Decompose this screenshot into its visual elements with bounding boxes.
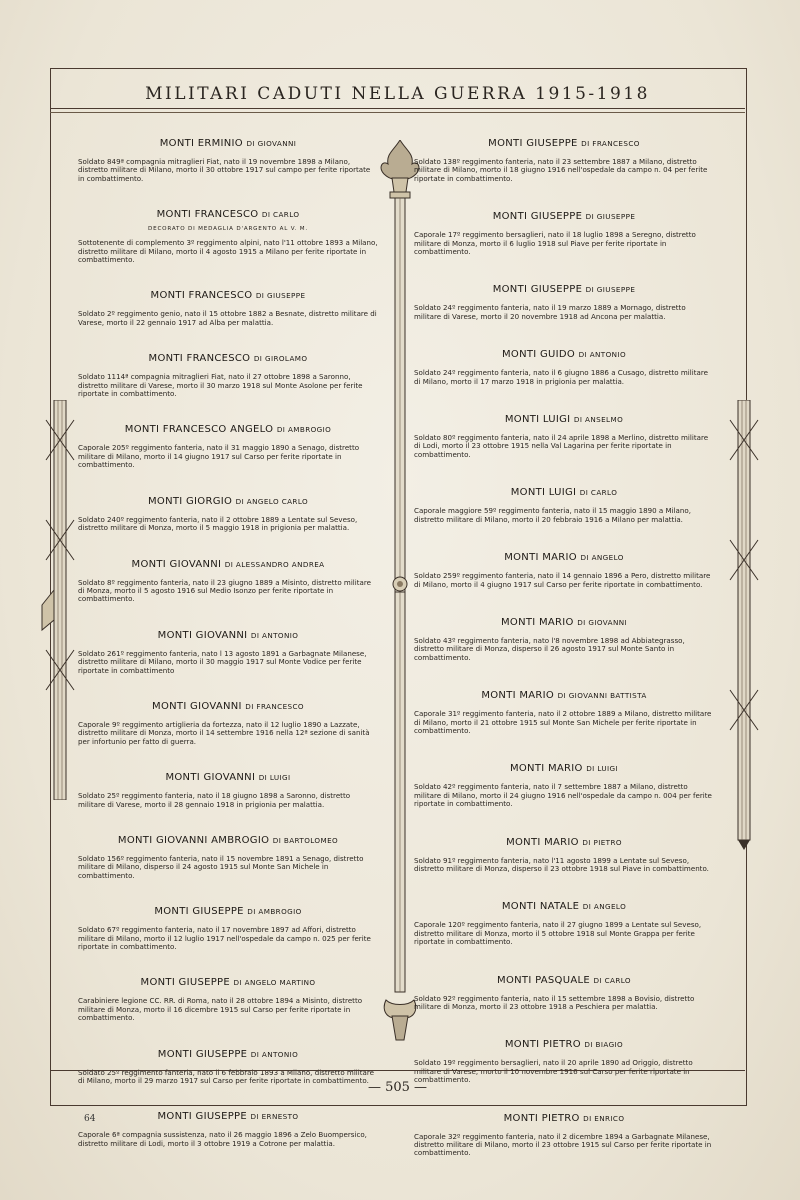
casualty-biography: Soldato 24º reggimento fanteria, nato il 19 marzo 1889 a Mornago, distretto militare di Varese, morto il 20 novembre 1918 ad Ancona per malattia. — [414, 303, 686, 321]
casualty-biography: Caporale 9º reggimento artiglieria da fortezza, nato il 12 luglio 1890 a Lazzate, distretto militare di Monza, morto il 14 settembre 1916 nella 12ª sezione di sanità per infortunio per fatto di guerra. — [78, 719, 370, 746]
casualty-name — [414, 552, 714, 563]
casualty-entry — [414, 1039, 714, 1084]
casualty-father: DI ANTONIO — [250, 630, 299, 640]
casualty-biography: Soldato 1114ª compagnia mitraglieri Fiat, nato il 27 ottobre 1898 a Saronno, distretto militare di Varese, morto il 30 marzo 1918 sul Monte Asolone per ferite riportate in combattimento. — [78, 372, 363, 399]
casualty-entry — [414, 552, 714, 589]
casualty-biography: Soldato 8º reggimento fanteria, nato il 23 giugno 1889 a Misinto, distretto militare di Monza, morto il 5 agosto 1916 sul Medio Isonzo per ferite riportate in combattimento. — [78, 577, 371, 604]
casualty-entry — [78, 977, 378, 1022]
casualty-biography: Soldato 240º reggimento fanteria, nato il 2 ottobre 1889 a Lentate sul Seveso, distretto militare di Monza, morto il 5 maggio 1918 in prigionia per malattia. — [78, 514, 358, 533]
casualty-biography: Caporale 205º reggimento fanteria, nato il 31 maggio 1890 a Senago, distretto militare di Milano, morto il 14 giugno 1917 sul Carso per ferite riportate in combattimento. — [78, 443, 360, 470]
casualty-biography: Caporale 6ª compagnia sussistenza, nato il 26 maggio 1896 a Zelo Buompersico, distretto militare di Lodi, morto il 3 ottobre 1919 a Cotrone per malattia. — [78, 1130, 367, 1148]
casualty-name — [78, 559, 378, 570]
casualty-name — [78, 1111, 378, 1122]
casualty-entry — [78, 701, 378, 746]
casualty-entry — [414, 975, 714, 1012]
casualty-biography: Caporale maggiore 59º reggimento fanteria, nato il 15 maggio 1890 a Milano, distretto militare di Milano, morto il 20 febbraio 1916 a Milano per malattia. — [414, 506, 691, 524]
casualty-biography: Caporale 32º reggimento fanteria, nato il 2 dicembre 1894 a Garbagnate Milanese, distretto militare di Milano, morto il 23 ottobre 1915 sul Carso per ferite riportate in combattimento. — [414, 1131, 712, 1158]
casualty-entry — [78, 424, 378, 469]
casualty-entry — [414, 414, 714, 459]
casualty-surname-given: MONTI FRANCESCO — [150, 290, 253, 302]
casualty-father: DI FRANCESCO — [245, 701, 304, 711]
casualty-surname-given: MONTI GIUSEPPE — [140, 977, 231, 989]
casualty-name — [78, 138, 378, 149]
casualty-biography: Soldato 138º reggimento fanteria, nato il 23 settembre 1887 a Milano, distretto militare di Milano, morto il 18 giugno 1916 nell'ospedale da campo n. 04 per ferite riportate in combattimento. — [414, 157, 708, 183]
running-title: MILITARI CADUTI NELLA GUERRA 1915-1918 — [145, 84, 650, 104]
casualty-entry — [78, 496, 378, 533]
casualty-entry — [78, 209, 378, 264]
casualty-father: DI PIETRO — [582, 837, 622, 847]
casualty-biography: Soldato 156º reggimento fanteria, nato il 15 novembre 1891 a Senago, distretto militare di Milano, disperso il 24 agosto 1915 sul Monte San Michele in combattimento. — [78, 853, 364, 880]
casualty-biography: Soldato 849ª compagnia mitraglieri Fiat, nato il 19 novembre 1898 a Milano, distretto militare di Milano, morto il 30 ottobre 1917 sul campo per ferite riportate in combattimento. — [78, 157, 371, 183]
casualty-entry — [414, 349, 714, 386]
casualty-biography: Soldato 24º reggimento fanteria, nato il 6 giugno 1886 a Cusago, distretto militare di Milano, morto il 17 marzo 1918 in prigionia per malattia. — [414, 368, 708, 386]
casualty-father: DI ANSELMO — [573, 415, 624, 425]
casualty-entry — [414, 211, 714, 256]
casualty-name — [414, 690, 714, 701]
casualty-name — [414, 284, 714, 295]
casualty-name — [78, 906, 378, 917]
casualty-father: DI FRANCESCO — [581, 139, 640, 148]
casualty-surname-given: MONTI ERMINIO — [159, 138, 243, 149]
casualty-entry — [78, 290, 378, 327]
casualty-surname-given: MONTI MARIO — [481, 690, 555, 702]
casualty-entry — [78, 138, 378, 183]
left-fasces-ornament — [40, 400, 80, 800]
casualty-father: DI GIROLAMO — [253, 354, 308, 364]
casualty-father: DI GIOVANNI — [577, 617, 628, 627]
left-column — [78, 138, 378, 1174]
casualty-name — [78, 772, 378, 783]
casualty-surname-given: MONTI MARIO — [506, 836, 579, 848]
casualty-entry — [414, 1113, 714, 1158]
casualty-name — [414, 211, 714, 222]
casualty-name — [78, 290, 378, 301]
casualty-surname-given: MONTI GIUSEPPE — [492, 284, 583, 296]
casualty-father: DI ERNESTO — [250, 1112, 299, 1122]
casualty-biography: Soldato 42º reggimento fanteria, nato il 7 settembre 1887 a Milano, distretto militare di Milano, morto il 24 giugno 1916 nell'ospedale da campo n. 004 per ferite riportate in combattimento. — [414, 782, 712, 809]
casualty-surname-given: MONTI GIOVANNI — [152, 700, 242, 712]
casualty-father: DI CARLO — [261, 210, 300, 220]
casualty-biography: Caporale 17º reggimento bersaglieri, nato il 18 luglio 1898 a Seregno, distretto militare di Monza, morto il 6 luglio 1918 sul Piave per ferite riportate in combattimento. — [414, 230, 696, 257]
casualty-surname-given: MONTI NATALE — [501, 901, 580, 913]
casualty-surname-given: MONTI GIUSEPPE — [488, 138, 578, 149]
header-rule-thin — [50, 112, 745, 113]
casualty-name — [78, 1049, 378, 1060]
casualty-name — [414, 975, 714, 986]
casualty-surname-given: MONTI FRANCESCO — [156, 209, 259, 221]
casualty-biography: Soldato 80º reggimento fanteria, nato il 24 aprile 1898 a Merlino, distretto militare di Lodi, morto il 23 ottobre 1915 nella Val Lagarina per ferite riportate in combattimento. — [414, 433, 709, 459]
casualty-biography: Carabiniere legione CC. RR. di Roma, nato il 28 ottobre 1894 a Misinto, distretto militare di Monza, morto il 16 dicembre 1915 sul Carso per ferite riportate in combattimento. — [78, 996, 363, 1023]
casualty-surname-given: MONTI GIUSEPPE — [492, 211, 583, 223]
casualty-surname-given: MONTI MARIO — [500, 616, 574, 628]
casualty-entry — [414, 901, 714, 946]
casualty-father: DI GIOVANNI BATTISTA — [557, 691, 647, 701]
printer-signature: 64 — [84, 1114, 96, 1124]
casualty-surname-given: MONTI LUIGI — [504, 414, 571, 426]
casualty-name — [78, 977, 378, 988]
casualty-father: DI LUIGI — [258, 773, 291, 783]
casualty-biography: Soldato 259º reggimento fanteria, nato il 14 gennaio 1896 a Pero, distretto militare di Milano, morto il 4 giugno 1917 sul Carso per ferite riportate in combattimento. — [414, 571, 711, 589]
casualty-entry — [78, 835, 378, 880]
casualty-biography: Soldato 25º reggimento fanteria, nato il 18 giugno 1898 a Saronno, distretto militare di Varese, morto il 28 gennaio 1918 in prigionia per malattia. — [78, 791, 351, 809]
casualty-name — [414, 901, 714, 912]
casualty-surname-given: MONTI GIUSEPPE — [154, 906, 244, 918]
casualty-surname-given: MONTI GUIDO — [501, 349, 576, 361]
casualty-father: DI GIOVANNI — [246, 139, 297, 148]
casualty-name — [78, 209, 378, 220]
casualty-father: DI LUIGI — [586, 764, 619, 774]
casualty-entry — [78, 630, 378, 675]
casualty-name — [78, 835, 378, 846]
casualty-father: DI BARTOLOMEO — [272, 835, 339, 845]
page-number: — 505 — — [367, 1080, 428, 1095]
casualty-biography: Soldato 2º reggimento genio, nato il 15 ottobre 1882 a Besnate, distretto militare di Varese, morto il 22 gennaio 1917 ad Alba per malattia. — [78, 309, 377, 327]
casualty-entry — [414, 284, 714, 321]
footer-rule — [50, 1070, 745, 1071]
casualty-father: DI ENRICO — [583, 1113, 625, 1123]
casualty-surname-given: MONTI MARIO — [504, 552, 577, 564]
casualty-father: DI ANGELO CARLO — [235, 496, 309, 506]
casualty-surname-given: MONTI GIOVANNI — [157, 629, 248, 641]
casualty-entry — [414, 138, 714, 183]
casualty-entry — [414, 763, 714, 808]
casualty-name — [414, 763, 714, 774]
casualty-biography: Soldato 43º reggimento fanteria, nato l'8 novembre 1898 ad Abbiategrasso, distretto militare di Monza, disperso il 26 agosto 1917 sul Monte Santo in combattimento. — [414, 635, 685, 662]
casualty-surname-given: MONTI PIETRO — [504, 1039, 581, 1051]
casualty-surname-given: MONTI PASQUALE — [497, 974, 590, 986]
casualty-name — [414, 349, 714, 360]
casualty-name — [414, 138, 714, 149]
casualty-entry — [78, 559, 378, 604]
casualty-surname-given: MONTI FRANCESCO — [148, 353, 251, 365]
casualty-name — [78, 424, 378, 435]
casualty-decoration: DECORATO DI MEDAGLIA D'ARGENTO AL V. M. — [148, 226, 308, 233]
casualty-name — [78, 701, 378, 712]
casualty-father: DI CARLO — [579, 488, 618, 498]
casualty-surname-given: MONTI PIETRO — [503, 1112, 580, 1124]
casualty-father: DI GIUSEPPE — [585, 285, 636, 295]
casualty-father: DI GIUSEPPE — [585, 212, 636, 222]
casualty-father: DI CARLO — [593, 975, 631, 985]
casualty-entry — [414, 617, 714, 662]
casualty-surname-given: MONTI GIOVANNI — [165, 772, 256, 784]
casualty-name — [78, 353, 378, 364]
casualty-father: DI GIUSEPPE — [255, 291, 306, 301]
casualty-surname-given: MONTI GIORGIO — [147, 495, 233, 507]
casualty-name — [78, 630, 378, 641]
casualty-father: DI ANTONIO — [578, 350, 627, 360]
casualty-biography: Soldato 92º reggimento fanteria, nato il 15 settembre 1898 a Bovisio, distretto militare di Monza, morto il 23 ottobre 1918 a Peschiera per malattia. — [414, 993, 695, 1011]
casualty-entry — [78, 1111, 378, 1148]
casualty-name — [414, 1113, 714, 1124]
casualty-biography: Soldato 19º reggimento bersaglieri, nato il 20 aprile 1890 ad Origgio, distretto militare di Varese, morto il 10 novembre 1916 sul Carso per ferite riportate in combattimento. — [414, 1058, 693, 1085]
casualty-biography: Caporale 120º reggimento fanteria, nato il 27 giugno 1899 a Lentate sul Seveso, distretto militare di Monza, morto il 5 ottobre 1918 sul Monte Grappa per ferite riportate in combattimento. — [414, 920, 702, 947]
casualty-surname-given: MONTI MARIO — [509, 763, 583, 775]
casualty-biography: Soldato 25º reggimento fanteria, nato il 6 febbraio 1893 a Milano, distretto militare di Milano, morto il 29 marzo 1917 sul Carso per ferite riportate in combattimento. — [78, 1067, 374, 1086]
casualty-father: DI ALESSANDRO ANDREA — [224, 559, 325, 569]
casualty-surname-given: MONTI LUIGI — [510, 487, 577, 499]
casualty-biography: Soldato 91º reggimento fanteria, nato l'11 agosto 1899 a Lentate sul Seveso, distretto militare di Monza, disperso il 23 ottobre 1918 sul Piave in combattimento. — [414, 855, 709, 873]
casualty-father: DI AMBROGIO — [247, 907, 302, 917]
casualty-name — [414, 837, 714, 848]
casualty-surname-given: MONTI GIOVANNI AMBROGIO — [117, 834, 270, 846]
casualty-entry — [414, 487, 714, 524]
right-fasces-ornament — [724, 400, 764, 850]
casualty-biography: Soldato 67º reggimento fanteria, nato il 17 novembre 1897 ad Affori, distretto militare di Milano, morto il 12 luglio 1917 nell'ospedale da campo n. 025 per ferite riportate in combattimento. — [78, 925, 371, 951]
casualty-entry — [414, 690, 714, 735]
casualty-father: DI AMBROGIO — [276, 425, 332, 435]
casualty-surname-given: MONTI GIOVANNI — [131, 558, 222, 570]
casualty-father: DI BIAGIO — [584, 1040, 624, 1050]
casualty-surname-given: MONTI FRANCESCO ANGELO — [124, 424, 274, 436]
casualty-surname-given: MONTI GIUSEPPE — [157, 1111, 247, 1123]
casualty-father: DI ANGELO MARTINO — [233, 978, 316, 988]
casualty-biography: Sottotenente di complemento 3º reggimento alpini, nato l'11 ottobre 1893 a Milano, distretto militare di Milano, morto il 4 agosto 1915 a Milano per ferite riportate in combattimento. — [78, 238, 378, 265]
casualty-biography: Caporale 31º reggimento fanteria, nato il 2 ottobre 1889 a Milano, distretto militare di Milano, morto il 21 ottobre 1915 sul Monte San Michele per ferite riportate in combattimento. — [414, 709, 712, 735]
casualty-father: DI ANGELO — [580, 553, 624, 563]
casualty-father: DI ANTONIO — [250, 1049, 299, 1059]
casualty-surname-given: MONTI GIUSEPPE — [157, 1048, 248, 1060]
casualty-name — [414, 617, 714, 628]
casualty-entry — [78, 353, 378, 398]
right-column — [414, 138, 714, 1186]
casualty-name — [414, 1039, 714, 1050]
casualty-entry — [414, 837, 714, 874]
casualty-name — [78, 496, 378, 507]
header-rule — [50, 108, 745, 109]
casualty-name — [414, 414, 714, 425]
casualty-entry — [78, 772, 378, 809]
casualty-father: DI ANGELO — [582, 902, 627, 912]
casualty-entry — [78, 906, 378, 951]
casualty-name — [414, 487, 714, 498]
casualty-biography: Soldato 261º reggimento fanteria, nato l 13 agosto 1891 a Garbagnate Milanese, distretto militare di Milano, morto il 30 maggio 1917 sul Monte Vodice per ferite riportate in combattimento — [78, 648, 367, 675]
